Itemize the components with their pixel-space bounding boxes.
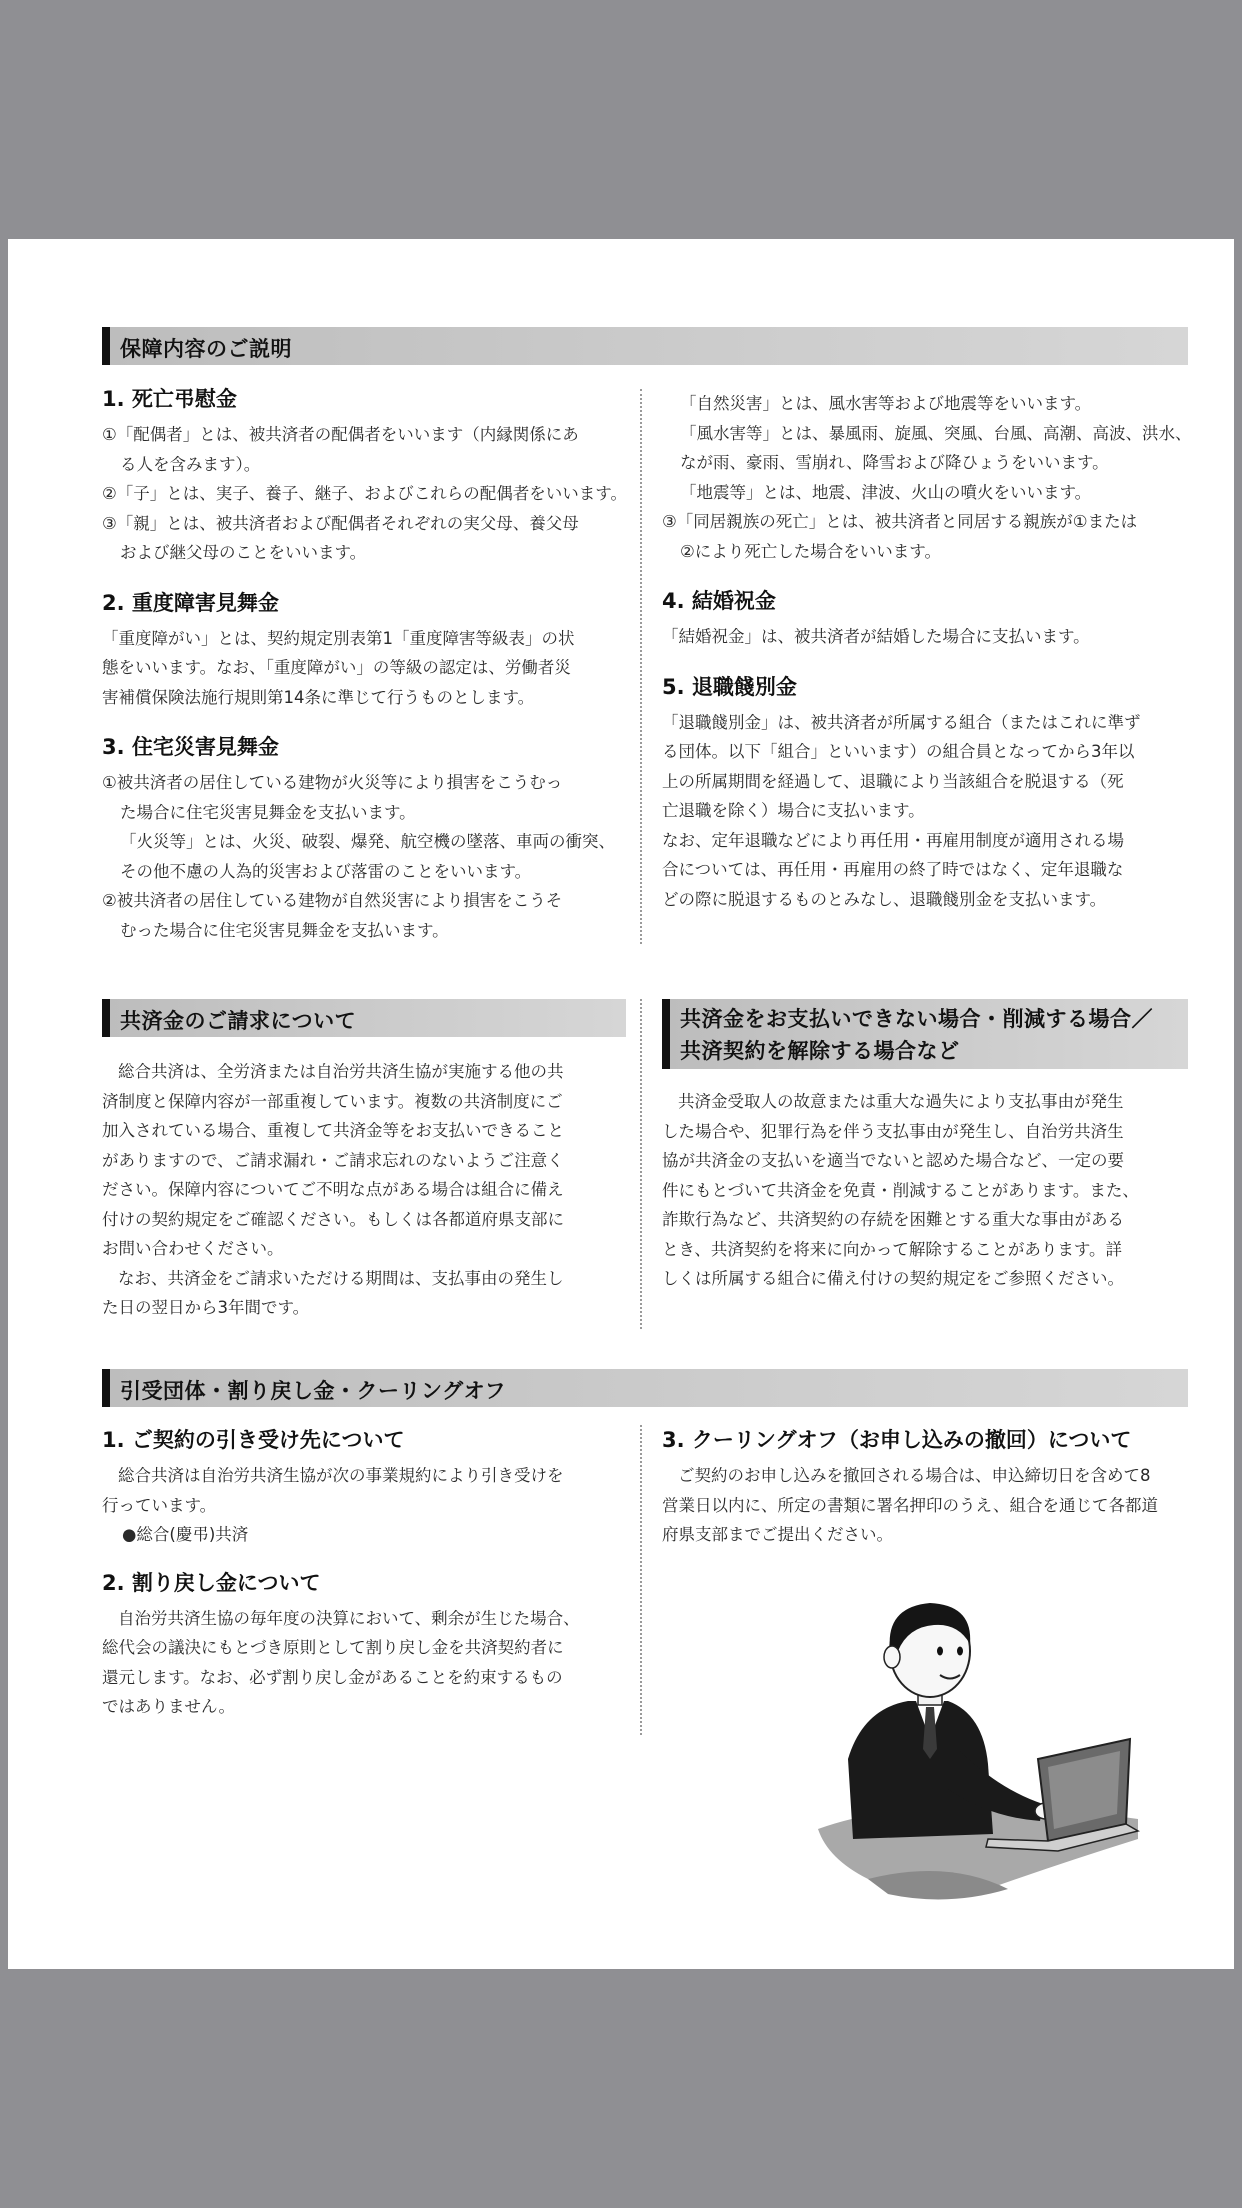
- heading-housing-disaster: 3. 住宅災害見舞金: [102, 735, 279, 759]
- text-line: ①被共済者の居住している建物が火災等により損害をこうむっ: [102, 773, 563, 792]
- text-line: ③「同居親族の死亡」とは、被共済者と同居する親族が①または: [662, 512, 1138, 531]
- heading-retirement-gift: 5. 退職餞別金: [662, 674, 797, 699]
- text-line: 「結婚祝金」は、被共済者が結婚した場合に支払います。: [662, 627, 1090, 646]
- text-line: る団体。以下「組合」といいます）の組合員となってから3年以: [662, 742, 1135, 761]
- text-line: 亡退職を除く）場合に支払います。: [662, 801, 925, 820]
- text-line: 付けの契約規定をご確認ください。もしくは各都道府県支部に: [102, 1209, 564, 1229]
- coverage-right-column: [662, 389, 1192, 914]
- text-line: 還元します。なお、必ず割り戻し金があることを約束するもの: [102, 1667, 563, 1687]
- section-title-line1: 共済金をお支払いできない場合・削減する場合／: [680, 1007, 1153, 1031]
- text-line: 「重度障がい」とは、契約規定別表第1「重度障害等級表」の状: [102, 628, 575, 648]
- text-line: 済制度と保障内容が一部重複しています。複数の共済制度にご: [102, 1091, 563, 1111]
- heading-death-condolence: 1. 死亡弔慰金: [102, 387, 237, 411]
- text-line: 「地震等」とは、地震、津波、火山の噴火をいいます。: [680, 482, 1092, 502]
- text-line: 総合共済は、全労済または自治労共済生協が実施する他の共: [118, 1062, 564, 1081]
- text-line: ではありません。: [102, 1697, 235, 1716]
- text-line: しくは所属する組合に備え付けの契約規定をご参照ください。: [662, 1269, 1124, 1288]
- section-title: 共済金のご請求について: [120, 1009, 357, 1033]
- section-title-line2: 共済契約を解除する場合など: [680, 1039, 960, 1063]
- text-line: 共済金受取人の故意または重大な過失により支払事由が発生: [678, 1092, 1124, 1111]
- text-line: した場合や、犯罪行為を伴う支払事由が発生し、自治労共済生: [662, 1121, 1124, 1141]
- section-header-underwriter: [102, 1369, 1188, 1407]
- text-line: その他不慮の人為的災害および落雷のことをいいます。: [120, 861, 532, 881]
- text-line: 「自然災害」とは、風水害等および地震等をいいます。: [680, 394, 1092, 413]
- text-line: とき、共済契約を将来に向かって解除することがあります。詳: [662, 1239, 1123, 1259]
- claims-body: [102, 1057, 632, 1323]
- text-line: 行っています。: [102, 1495, 217, 1515]
- text-line: お問い合わせください。: [102, 1239, 284, 1258]
- heading-rebate: 2. 割り戻し金について: [102, 1570, 321, 1595]
- section-header-claims: [102, 999, 626, 1037]
- text-line: 「退職餞別金」は、被共済者が所属する組合（またはこれに準ず: [662, 712, 1141, 732]
- column-divider: [640, 999, 642, 1329]
- text-line: 害補償保険法施行規則第14条に準じて行うものとします。: [102, 687, 535, 707]
- section-header-non-payment: [662, 999, 1188, 1069]
- document-page: [8, 239, 1234, 1969]
- underwriter-left-column: [102, 1425, 632, 1722]
- text-line: 府県支部までご提出ください。: [662, 1525, 893, 1544]
- text-line: 詐欺行為など、共済契約の存続を困難とする重大な事由がある: [662, 1210, 1124, 1229]
- text-line: 「風水害等」とは、暴風雨、旋風、突風、台風、高潮、高波、洪水、: [680, 423, 1192, 443]
- text-line: 総合共済は自治労共済生協が次の事業規約により引き受けを: [118, 1466, 564, 1485]
- heading-severe-disability: 2. 重度障害見舞金: [102, 590, 279, 615]
- section-title: 保障内容のご説明: [120, 337, 292, 361]
- text-line: 自治労共済生協の毎年度の決算において、剰余が生じた場合、: [118, 1608, 580, 1628]
- heading-contract-underwriter: 1. ご契約の引き受け先について: [102, 1428, 405, 1452]
- text-line: がありますので、ご請求漏れ・ご請求忘れのないようご注意く: [102, 1150, 564, 1170]
- non-payment-body: [662, 1087, 1192, 1294]
- text-line: 加入されている場合、重複して共済金等をお支払いできること: [102, 1121, 564, 1140]
- text-line: 合については、再任用・再雇用の終了時ではなく、定年退職な: [662, 860, 1124, 879]
- section-title: 引受団体・割り戻し金・クーリングオフ: [120, 1379, 506, 1403]
- heading-marriage-gift: 4. 結婚祝金: [662, 589, 776, 613]
- bullet-item: ●総合(慶弔)共済: [122, 1525, 249, 1544]
- text-line: 総代会の議決にもとづき原則として割り戻し金を共済契約者に: [102, 1638, 564, 1657]
- text-line: た日の翌日から3年間です。: [102, 1298, 310, 1317]
- text-line: 「火災等」とは、火災、破裂、爆発、航空機の墜落、車両の衝突、: [120, 832, 615, 851]
- text-line: なが雨、豪雨、雪崩れ、降雪および降ひょうをいいます。: [680, 453, 1109, 472]
- text-line: および継父母のことをいいます。: [120, 543, 367, 562]
- text-line: 上の所属期間を経過して、退職により当該組合を脱退する（死: [662, 771, 1124, 791]
- underwriter-right-column: [662, 1425, 1192, 1550]
- text-line: ださい。保障内容についてご不明な点がある場合は組合に備え: [102, 1180, 564, 1199]
- text-line: ②により死亡した場合をいいます。: [680, 541, 941, 561]
- text-line: ご契約のお申し込みを撤回される場合は、申込締切日を含めて8: [678, 1466, 1151, 1485]
- text-line: る人を含みます）。: [120, 454, 261, 474]
- text-line: むった場合に住宅災害見舞金を支払います。: [120, 920, 449, 940]
- text-line: ②被共済者の居住している建物が自然災害により損害をこうそ: [102, 891, 563, 910]
- text-line: 態をいいます。なお、「重度障がい」の等級の認定は、労働者災: [102, 658, 571, 677]
- heading-cooling-off: 3. クーリングオフ（お申し込みの撤回）について: [662, 1428, 1132, 1452]
- section-header-coverage: [102, 327, 1188, 365]
- text-line: ③「親」とは、被共済者および配偶者それぞれの実父母、養父母: [102, 513, 579, 533]
- coverage-left-column: [102, 384, 632, 945]
- column-divider: [640, 1425, 642, 1735]
- text-line: なお、共済金をご請求いただける期間は、支払事由の発生し: [118, 1268, 564, 1288]
- text-line: どの際に脱退するものとみなし、退職餞別金を支払います。: [662, 889, 1107, 909]
- text-line: ②「子」とは、実子、養子、継子、およびこれらの配偶者をいいます。: [102, 484, 627, 503]
- text-line: た場合に住宅災害見舞金を支払います。: [120, 802, 416, 822]
- businessman-laptop-illustration: [808, 1589, 1158, 1909]
- text-line: 協が共済金の支払いを適当でないと認めた場合など、一定の要: [662, 1151, 1124, 1170]
- text-line: 営業日以内に、所定の書類に署名押印のうえ、組合を通じて各都道: [662, 1495, 1158, 1515]
- column-divider: [640, 389, 642, 944]
- text-line: 件にもとづいて共済金を免責・削減することがあります。また、: [662, 1180, 1139, 1200]
- text-line: なお、定年退職などにより再任用・再雇用制度が適用される場: [662, 830, 1124, 850]
- text-line: ①「配偶者」とは、被共済者の配偶者をいいます（内縁関係にあ: [102, 425, 579, 444]
